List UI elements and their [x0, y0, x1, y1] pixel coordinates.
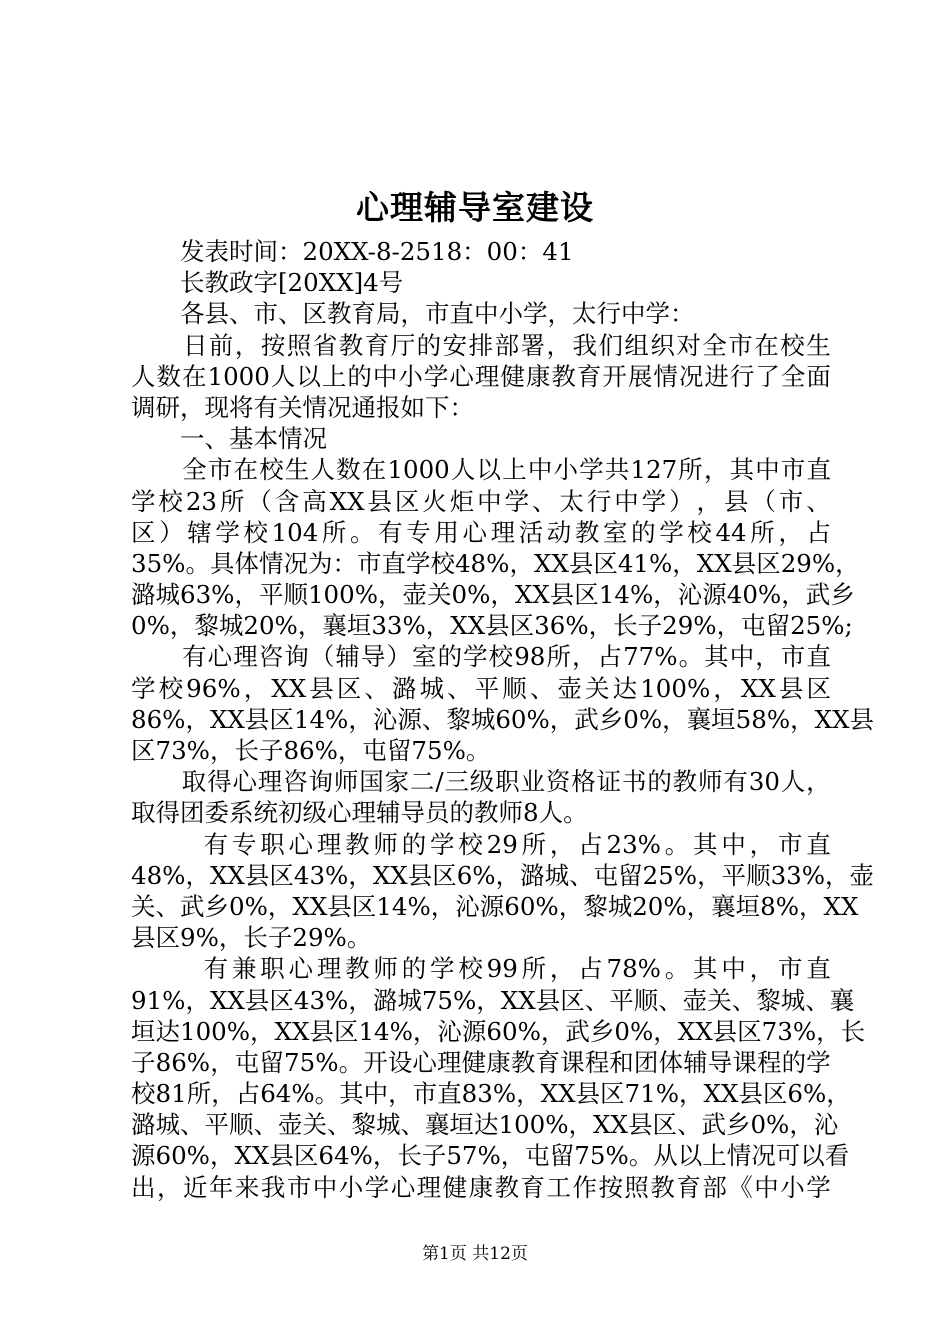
text-line: 0%，黎城20%，襄垣33%，XX县区36%，长子29%，屯留25%;	[131, 611, 853, 641]
text-line: 县区9%，长子29%。	[131, 923, 372, 953]
page-footer: 第1页 共12页	[422, 1244, 528, 1264]
text-line: 86% ， XX 县 区 14% ， 沁 源 、 黎 城 60% ， 武 乡 0% ， 襄 垣 58% ， XX 县	[131, 704, 875, 734]
text-line: 有 专 职 心 理 教 师 的 学 校 29 所 ， 占 23% 。 其 中 ， 市 直	[203, 829, 831, 859]
text-line: 一、基本情况	[131, 424, 327, 454]
text-line: 校 81 所 ， 占 64% 。 其 中 ， 市 直 83% ， XX 县 区 71% ， XX 县 区 6% ，	[131, 1079, 851, 1109]
text-line: 91% ， XX 县 区 43% ， 潞 城 75% ， XX 县 区 、 平 顺 、 壶 关 、 黎 城 、 襄	[131, 985, 855, 1015]
text-line: 全 市 在 校 生 人 数 在 1000 人 以 上 中 小 学 共 127 所 ， 其 中 市 直	[182, 455, 831, 485]
text-line: 潞 城 、 平 顺 、 壶 关 、 黎 城 、 襄 垣 达 100% ， XX 县 区 、 武 乡 0% ， 沁	[131, 1110, 839, 1140]
text-line: 出 ， 近 年 来 我 市 中 小 学 心 理 健 康 教 育 工 作 按 照 教 育 部 《 中 小 学	[131, 1172, 831, 1202]
text-line: 区 ） 辖 学 校 104 所 。 有 专 用 心 理 活 动 教 室 的 学 校 44 所 ， 占	[131, 517, 831, 547]
text-line: 人 数 在 1000 人 以 上 的 中 小 学 心 理 健 康 教 育 开 展 情 况 进 行 了 全 面	[131, 361, 831, 391]
text-line: 垣 达 100% ， XX 县 区 14% ， 沁 源 60% ， 武 乡 0% ， XX 县 区 73% ， 长	[131, 1016, 866, 1046]
text-line: 日 前 ， 按 照 省 教 育 厅 的 安 排 部 署 ， 我 们 组 织 对 全 市 在 校 生	[182, 330, 831, 360]
text-line: 长教政字[20XX]4号	[131, 268, 404, 298]
text-line: 源 60% ， XX 县 区 64% ， 长 子 57% ， 屯 留 75% 。 从 以 上 情 况 可 以 看	[131, 1141, 850, 1171]
document-title: 心理辅导室建设	[356, 188, 594, 227]
text-line: 48% ， XX 县 区 43% ， XX 县 区 6% ， 潞 城 、 屯 留 25% ， 平 顺 33% ， 壶	[131, 860, 875, 890]
text-line: 潞 城 63% ， 平 顺 100% ， 壶 关 0% ， XX 县 区 14% ， 沁 源 40% ， 武 乡	[131, 580, 855, 610]
text-line: 学 校 23 所 （ 含 高 XX 县 区 火 炬 中 学 、 太 行 中 学 ） ， 县 （ 市 、	[131, 486, 831, 516]
text-line: 35% 。 具 体 情 况 为 ： 市 直 学 校 48% ， XX 县 区 41% ， XX 县 区 29% ，	[131, 548, 860, 578]
text-line: 取 得 心 理 咨 询 师 国 家 二 / 三 级 职 业 资 格 证 书 的 教 师 有 30 人 ，	[181, 767, 831, 797]
text-line: 调研，现将有关情况通报如下：	[131, 392, 474, 422]
document-body	[131, 236, 875, 1203]
text-line: 子 86% ， 屯 留 75% 。 开 设 心 理 健 康 教 育 课 程 和 团 体 辅 导 课 程 的 学	[131, 1047, 831, 1077]
text-line: 学 校 96% ， XX 县 区 、 潞 城 、 平 顺 、 壶 关 达 100% ， XX 县 区	[131, 673, 831, 703]
text-line: 取得团委系统初级心理辅导员的教师8人。	[131, 798, 588, 828]
text-line: 发表时间：20XX-8-2518：00：41	[131, 237, 574, 266]
text-line: 关 、 武 乡 0% ， XX 县 区 14% ， 沁 源 60% ， 黎 城 20% ， 襄 垣 8% ， XX	[131, 891, 859, 921]
text-line: 有 兼 职 心 理 教 师 的 学 校 99 所 ， 占 78% 。 其 中 ， 市 直	[203, 954, 831, 984]
text-line: 区73%，长子86%，屯留75%。	[131, 736, 491, 765]
text-line: 有 心 理 咨 询 （ 辅 导 ） 室 的 学 校 98 所 ， 占 77% 。 其 中 ， 市 直	[182, 642, 831, 672]
text-line: 各县、市、区教育局，市直中小学，太行中学：	[131, 299, 695, 329]
